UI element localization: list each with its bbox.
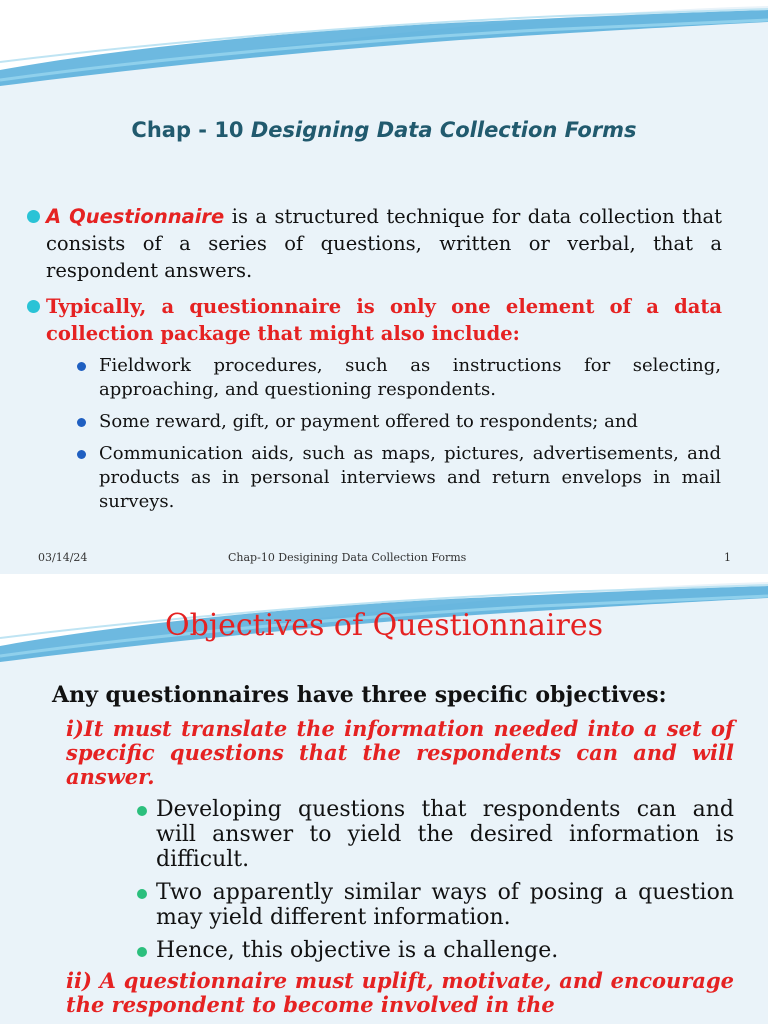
objective-1: i)It must translate the information needed into a set of specific questions that the respondents can and will answer. — [66, 716, 734, 789]
subbullet-fieldwork: Fieldwork procedures, such as instructions for selecting, approaching, and questioning respondents. — [99, 354, 721, 402]
subbullet-challenge: Hence, this objective is a challenge. — [156, 938, 734, 963]
subbullet-reward: Some reward, gift, or payment offered to respondents; and — [99, 410, 721, 434]
title-prefix: Chap - 10 — [131, 118, 251, 142]
header-wave-decoration — [0, 0, 768, 90]
bullet-questionnaire-definition — [46, 203, 722, 284]
green-bullet-icon — [137, 797, 147, 822]
title-italic: Designing Data Collection Forms — [250, 118, 637, 142]
cyan-bullet-icon — [0, 293, 40, 320]
questionnaire-label: A Questionnaire — [46, 205, 225, 228]
bullet-data-collection-package — [46, 293, 722, 347]
slide-1-title — [0, 118, 768, 142]
cyan-bullet-icon — [0, 203, 40, 230]
subbullet-similar-ways: Two apparently similar ways of posing a question may yield different information. — [156, 880, 734, 930]
footer-page-number: 1 — [724, 551, 731, 564]
footer-title: Chap-10 Desigining Data Collection Forms — [228, 551, 467, 564]
subbullet-developing-questions: Developing questions that respondents can and will answer to yield the desired information is difficult. — [156, 797, 734, 872]
green-bullet-icon — [137, 880, 147, 905]
package-text: Typically, a questionnaire is only one element of a data collection package that might also include: — [46, 295, 722, 345]
blue-bullet-icon — [77, 442, 86, 466]
objective-2: ii) A questionnaire must uplift, motivate, and encourage the respondent to become involved in the — [66, 968, 734, 1017]
blue-bullet-icon — [77, 354, 86, 378]
green-bullet-icon — [137, 938, 147, 963]
questionnaire-definition-text: is a structured technique for data collection that consists of a series of questions, written or verbal, that a respondent answers. — [46, 205, 723, 282]
footer-date: 03/14/24 — [38, 551, 88, 564]
blue-bullet-icon — [77, 410, 86, 434]
objectives-lead: Any questionnaires have three specific objectives: — [52, 682, 667, 708]
subbullet-communication-aids: Communication aids, such as maps, pictures, advertisements, and products as in personal interviews and return envelops in mail surveys. — [99, 442, 721, 514]
slide-2-title: Objectives of Questionnaires — [164, 608, 604, 643]
